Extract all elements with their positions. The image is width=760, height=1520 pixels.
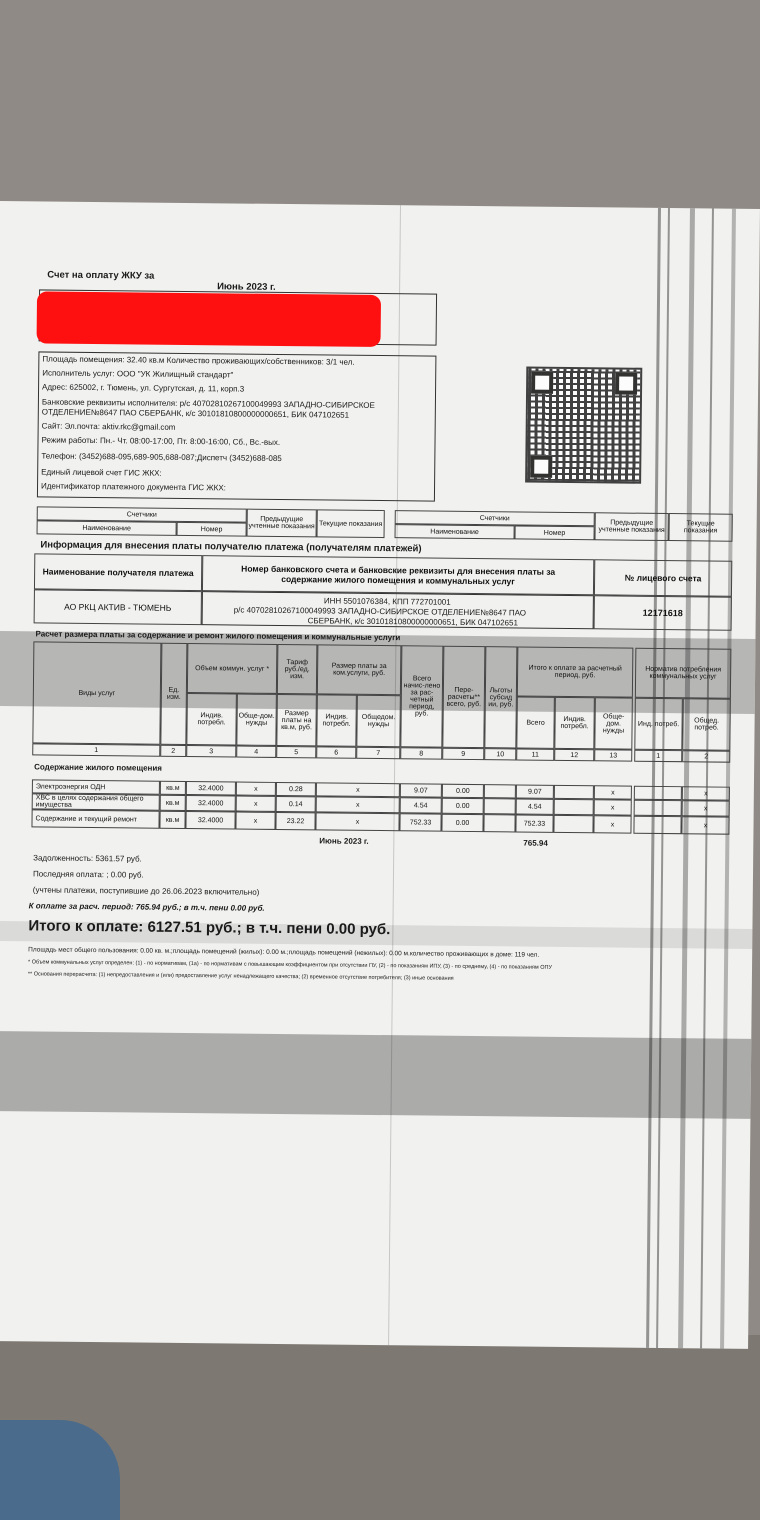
col-num: 11 bbox=[516, 748, 554, 760]
row-cell-n-common: x bbox=[682, 800, 730, 817]
payee-account-col: № лицевого счета bbox=[594, 559, 732, 596]
row-cell-ind: 32.4000 bbox=[185, 811, 235, 830]
col-num: 6 bbox=[316, 746, 356, 758]
bill-sheet bbox=[0, 201, 760, 1349]
grand-total: Итого к оплате: 6127.51 руб.; в т.ч. пени 0.00 руб. bbox=[28, 917, 391, 939]
meters-name-col: Наименование bbox=[395, 524, 515, 539]
payee-account-number: 12171618 bbox=[594, 595, 732, 630]
redaction-block bbox=[37, 291, 382, 347]
meters-header: Счетчики bbox=[395, 510, 595, 526]
row-cell-fee: x bbox=[316, 796, 400, 813]
row-cell-ind: 32.4000 bbox=[186, 795, 236, 812]
col-service: Виды услуг bbox=[32, 641, 161, 744]
meters-prev-col: Предыдущие учтенные показания bbox=[595, 512, 669, 541]
info-bank-1: Банковские реквизиты исполнителя: р/с 40702810267100049993 ЗАПАДНО-СИБИРСКОЕ bbox=[41, 397, 375, 410]
row-cell-t-common: x bbox=[594, 785, 632, 799]
group-title: Содержание жилого помещения bbox=[34, 762, 163, 773]
row-cell-total: 752.33 bbox=[515, 814, 553, 832]
col-fee: Размер платы за ком.услуги, руб. bbox=[317, 644, 402, 695]
info-bank-2: ОТДЕЛЕНИЕ№8647 ПАО СБЕРБАНК, к/с 30101810800000000651, БИК 047102651 bbox=[41, 407, 350, 420]
info-gis-account: Единый лицевой счет ГИС ЖКХ: bbox=[41, 467, 162, 478]
col-num: 1 bbox=[32, 743, 160, 756]
qr-finder bbox=[531, 372, 553, 394]
scan-band bbox=[0, 1031, 751, 1119]
col-to-pay-ind: Индив. потребл. bbox=[554, 697, 595, 749]
row-cell-benefit bbox=[484, 784, 516, 798]
last-payment: Последняя оплата: ; 0.00 руб. bbox=[32, 869, 144, 880]
col-volume: Объем коммун. услуг * bbox=[187, 643, 278, 694]
meters-current-col: Текущие показания bbox=[317, 509, 385, 538]
row-cell-accrued: 752.33 bbox=[399, 813, 441, 831]
col-tariff: Тариф руб./ед. изм. bbox=[277, 644, 318, 694]
footnote-volume: * Объем коммунальных услуг определен: (1) - по нормативам, (1а) - по нормативам с повышающим коэффициентом при отсутствии ПУ, (2) - по показаниям ИПУ, (3) - по среднему, (4) - по показаниям ОПУ bbox=[28, 959, 552, 971]
col-to-pay-common: Обще-дом. нужды bbox=[594, 697, 633, 749]
row-cell-tariff: 0.28 bbox=[276, 782, 316, 796]
row-cell-fee: x bbox=[316, 782, 400, 797]
meters-prev-col: Предыдущие учтенные показания bbox=[247, 509, 317, 538]
info-hours: Режим работы: Пн.- Чт. 08:00-17:00, Пт. 8:00-16:00, Сб., Вс.-вых. bbox=[41, 435, 281, 447]
row-cell-n-ind bbox=[633, 816, 681, 835]
row-cell-t-ind bbox=[554, 799, 594, 815]
row-cell-tariff: 0.14 bbox=[276, 796, 316, 812]
row-cell-service: Содержание и текущий ремонт bbox=[31, 809, 159, 828]
meters-current-col: Текущие показания bbox=[668, 513, 732, 542]
col-num: 2 bbox=[682, 750, 730, 763]
col-num: 4 bbox=[236, 746, 276, 758]
row-cell-recalc: 0.00 bbox=[441, 814, 483, 832]
row-cell-service: Электроэнергия ОДН bbox=[32, 779, 160, 794]
row-cell-n-common: x bbox=[681, 816, 729, 835]
scan-line bbox=[700, 208, 714, 1348]
row-cell-t-ind bbox=[553, 815, 593, 833]
meters-name-col: Наименование bbox=[37, 520, 177, 535]
col-norms: Норматив потребления коммунальных услуг bbox=[635, 648, 732, 699]
row-cell-tariff: 23.22 bbox=[275, 812, 315, 830]
row-cell-t-ind bbox=[554, 785, 594, 799]
info-address: Адрес: 625002, г. Тюмень, ул. Сургутская, д. 11, корп.3 bbox=[42, 382, 245, 394]
meters-header: Счетчики bbox=[37, 506, 247, 522]
footnote-recalc: ** Основания перерасчета: (1) непредоставления и (или) предоставление услуг ненадлежащего качества; (2) временное отсутствие потребителя; (3) иные основания bbox=[27, 971, 454, 982]
qr-finder bbox=[530, 456, 552, 478]
bill-period: Июнь 2023 г. bbox=[217, 281, 276, 293]
meters-number-col: Номер bbox=[515, 525, 595, 540]
col-benefits: Льготы субсид ии, руб. bbox=[484, 646, 517, 748]
row-cell-accrued: 9.07 bbox=[400, 783, 442, 797]
row-cell-unit: кв.м bbox=[159, 811, 185, 829]
debt: Задолженность: 5361.57 руб. bbox=[33, 853, 142, 864]
row-cell-common: x bbox=[236, 782, 276, 796]
col-num: 7 bbox=[356, 747, 400, 759]
col-num: 9 bbox=[442, 748, 484, 760]
row-cell-fee: x bbox=[315, 812, 399, 831]
payee-name-col: Наименование получателя платежа bbox=[34, 553, 202, 591]
info-site: Сайт: Эл.почта: aktiv.rkc@gmail.com bbox=[41, 421, 176, 432]
row-cell-benefit bbox=[484, 798, 516, 814]
col-volume-common: Обще-дом. нужды bbox=[236, 694, 277, 746]
col-to-pay: Итого к оплате за расчетный период, руб. bbox=[517, 646, 634, 697]
col-num: 13 bbox=[594, 749, 632, 761]
info-contractor: Исполнитель услуг: ООО "УК Жилищный стандарт" bbox=[42, 368, 234, 380]
col-norm-common: Общед. потреб. bbox=[682, 698, 731, 750]
calc-section-title: Расчет размера платы за содержание и ремонт жилого помещения и коммунальные услуги bbox=[35, 629, 401, 643]
row-cell-n-ind bbox=[634, 786, 682, 801]
row-cell-unit: кв.м bbox=[160, 795, 186, 811]
row-cell-benefit bbox=[483, 814, 515, 832]
col-volume-ind: Индив. потребл. bbox=[186, 693, 237, 746]
col-recalc: Пере-расчеты** всего, руб. bbox=[442, 646, 485, 748]
row-cell-unit: кв.м bbox=[160, 781, 186, 795]
info-phone: Телефон: (3452)688-095,689-905,688-087;Диспетч (3452)688-085 bbox=[41, 451, 282, 463]
col-norm-ind: Инд. потреб. bbox=[634, 698, 683, 750]
payee-inn: ИНН 5501076384, КПП 772701001 bbox=[323, 596, 451, 607]
col-num: 5 bbox=[276, 746, 316, 758]
period-label: Июнь 2023 г. bbox=[319, 836, 369, 846]
row-cell-t-common: x bbox=[594, 799, 632, 815]
qr-finder bbox=[615, 372, 637, 394]
col-unit: Ед. изм. bbox=[160, 643, 187, 745]
row-cell-service: ХВС в целях содержания общего имущества bbox=[32, 793, 160, 810]
scan-line bbox=[720, 209, 736, 1349]
payments-note: (учтены платежи, поступившие до 26.06.2023 включительно) bbox=[32, 885, 260, 897]
col-num: 1 bbox=[634, 750, 682, 763]
col-norm-fee: Размер платы на кв.м, руб. bbox=[276, 694, 317, 746]
info-area: Площадь помещения: 32.40 кв.м Количество проживающих/собственников: 3/1 чел. bbox=[42, 354, 355, 367]
col-to-pay-total: Всего bbox=[516, 696, 555, 748]
row-cell-common: x bbox=[236, 796, 276, 812]
meters-number-col: Номер bbox=[177, 522, 247, 537]
row-cell-accrued: 4.54 bbox=[400, 797, 442, 813]
payee-account-line: р/с 40702810267100049993 ЗАПАДНО-СИБИРСКОЕ ОТДЕЛЕНИЕ№8647 ПАО bbox=[233, 605, 527, 618]
period-to-pay: К оплате за расч. период: 765.94 руб.; в т.ч. пени 0.00 руб. bbox=[28, 901, 265, 913]
col-num: 8 bbox=[400, 747, 442, 759]
row-cell-total: 9.07 bbox=[516, 784, 554, 798]
period-total: 765.94 bbox=[523, 838, 548, 848]
col-num: 3 bbox=[186, 745, 236, 758]
qr-code bbox=[525, 367, 642, 484]
scan-line bbox=[678, 208, 695, 1348]
col-fee-common: Общедом. нужды bbox=[356, 695, 401, 747]
row-cell-t-common: x bbox=[593, 815, 631, 833]
col-num: 10 bbox=[484, 748, 516, 760]
payee-name: АО РКЦ АКТИВ - ТЮМЕНЬ bbox=[34, 589, 202, 625]
footnote-areas: Площадь мест общего пользования: 0.00 кв. м.;площадь помещений (жилых): 0.00 м.;площадь помещений (нежилых): 0.00 м.количество проживающих в доме: 119 чел. bbox=[28, 946, 540, 959]
row-cell-recalc: 0.00 bbox=[442, 784, 484, 798]
row-cell-n-common: x bbox=[682, 786, 730, 801]
row-cell-ind: 32.4000 bbox=[186, 781, 236, 796]
info-gis-doc: Идентификатор платежного документа ГИС ЖКХ: bbox=[40, 481, 226, 493]
payee-section-title: Информация для внесения платы получателю платежа (получателям платежей) bbox=[40, 539, 422, 555]
payee-bank-line: СБЕРБАНК, к/с 30101810800000000651, БИК 047102651 bbox=[307, 616, 518, 628]
row-cell-n-ind bbox=[634, 800, 682, 817]
col-num: 12 bbox=[554, 749, 594, 761]
row-cell-total: 4.54 bbox=[516, 798, 554, 814]
row-cell-common: x bbox=[235, 812, 275, 830]
row-cell-recalc: 0.00 bbox=[442, 798, 484, 814]
payee-bank-col: Номер банковского счета и банковские реквизиты для внесения платы за содержание жилого помещения и коммунальных услуг bbox=[202, 555, 594, 595]
col-fee-ind: Индив. потребл. bbox=[316, 694, 357, 746]
bill-title: Счет на оплату ЖКУ за bbox=[47, 269, 155, 282]
col-num: 2 bbox=[160, 745, 186, 757]
col-total-accrued: Всего начис-лено за рас-четный период, руб. bbox=[400, 645, 443, 747]
